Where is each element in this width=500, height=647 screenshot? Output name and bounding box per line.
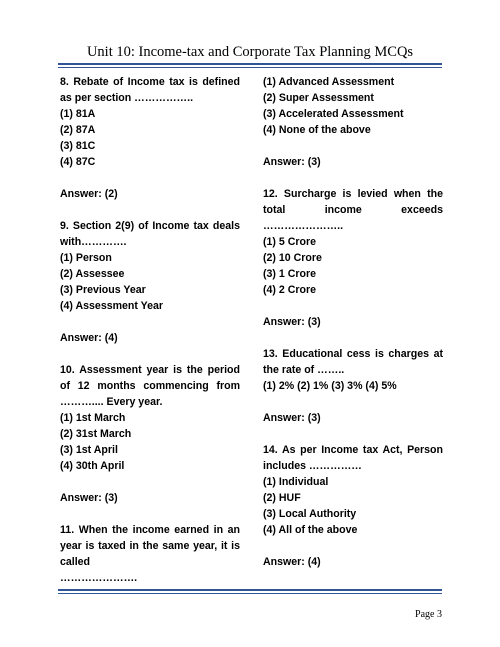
option: (2) Assessee: [60, 268, 125, 280]
option: (2) Super Assessment: [263, 92, 374, 104]
footer-rule-thin: [58, 593, 442, 594]
question-11: 11. When the income earned in an year is taxed in the same year, it is called: [60, 524, 240, 568]
question-8: 8. Rebate of Income tax is defined as per section ……………..: [60, 76, 240, 104]
page-header-title: Unit 10: Income-tax and Corporate Tax Planning MCQs: [86, 44, 414, 60]
option: (3) Previous Year: [60, 284, 146, 296]
option: (4) All of the above: [263, 524, 358, 536]
option: (3) 81C: [60, 140, 96, 152]
option: (1) Person: [60, 252, 112, 264]
question-13: 13. Educational cess is charges at the rate of ……..: [263, 348, 443, 376]
answer-14: Answer: (4): [263, 556, 321, 568]
question-14: 14. As per Income tax Act, Person includes ……………: [263, 444, 443, 472]
option: (4) 87C: [60, 156, 96, 168]
header-rule-thick: [58, 63, 442, 65]
answer-11: Answer: (3): [263, 156, 321, 168]
question-9: 9. Section 2(9) of Income tax deals with………….: [60, 220, 240, 248]
option: (1) Individual: [263, 476, 329, 488]
question-12: 12. Surcharge is levied when the total income exceeds …………………..: [263, 188, 443, 232]
option: (4) 30th April: [60, 460, 125, 472]
option: (1) 81A: [60, 108, 96, 120]
question-10: 10. Assessment year is the period of 12 months commencing from ……….... Every year.: [60, 364, 240, 408]
option: (4) None of the above: [263, 124, 371, 136]
answer-12: Answer: (3): [263, 316, 321, 328]
option: (2) 87A: [60, 124, 96, 136]
page-number: Page 3: [415, 609, 442, 620]
option: (3) 1 Crore: [263, 268, 316, 280]
option: (3) 1st April: [60, 444, 118, 456]
answer-13: Answer: (3): [263, 412, 321, 424]
header-rule-thin: [58, 67, 442, 68]
answer-9: Answer: (4): [60, 332, 118, 344]
left-column: [60, 74, 240, 586]
option: (4) 2 Crore: [263, 284, 316, 296]
right-column: [263, 74, 443, 570]
option: (3) Accelerated Assessment: [263, 108, 404, 120]
option: (1) 2% (2) 1% (3) 3% (4) 5%: [263, 380, 397, 392]
answer-8: Answer: (2): [60, 188, 118, 200]
option: (1) 1st March: [60, 412, 126, 424]
option: (1) Advanced Assessment: [263, 76, 395, 88]
option: (3) Local Authority: [263, 508, 357, 520]
option: (2) 10 Crore: [263, 252, 322, 264]
option: (2) HUF: [263, 492, 301, 504]
footer-rule-thick: [58, 589, 442, 591]
answer-10: Answer: (3): [60, 492, 118, 504]
option: (2) 31st March: [60, 428, 132, 440]
question-11-blank: ………………….: [60, 572, 138, 584]
option: (1) 5 Crore: [263, 236, 316, 248]
option: (4) Assessment Year: [60, 300, 164, 312]
